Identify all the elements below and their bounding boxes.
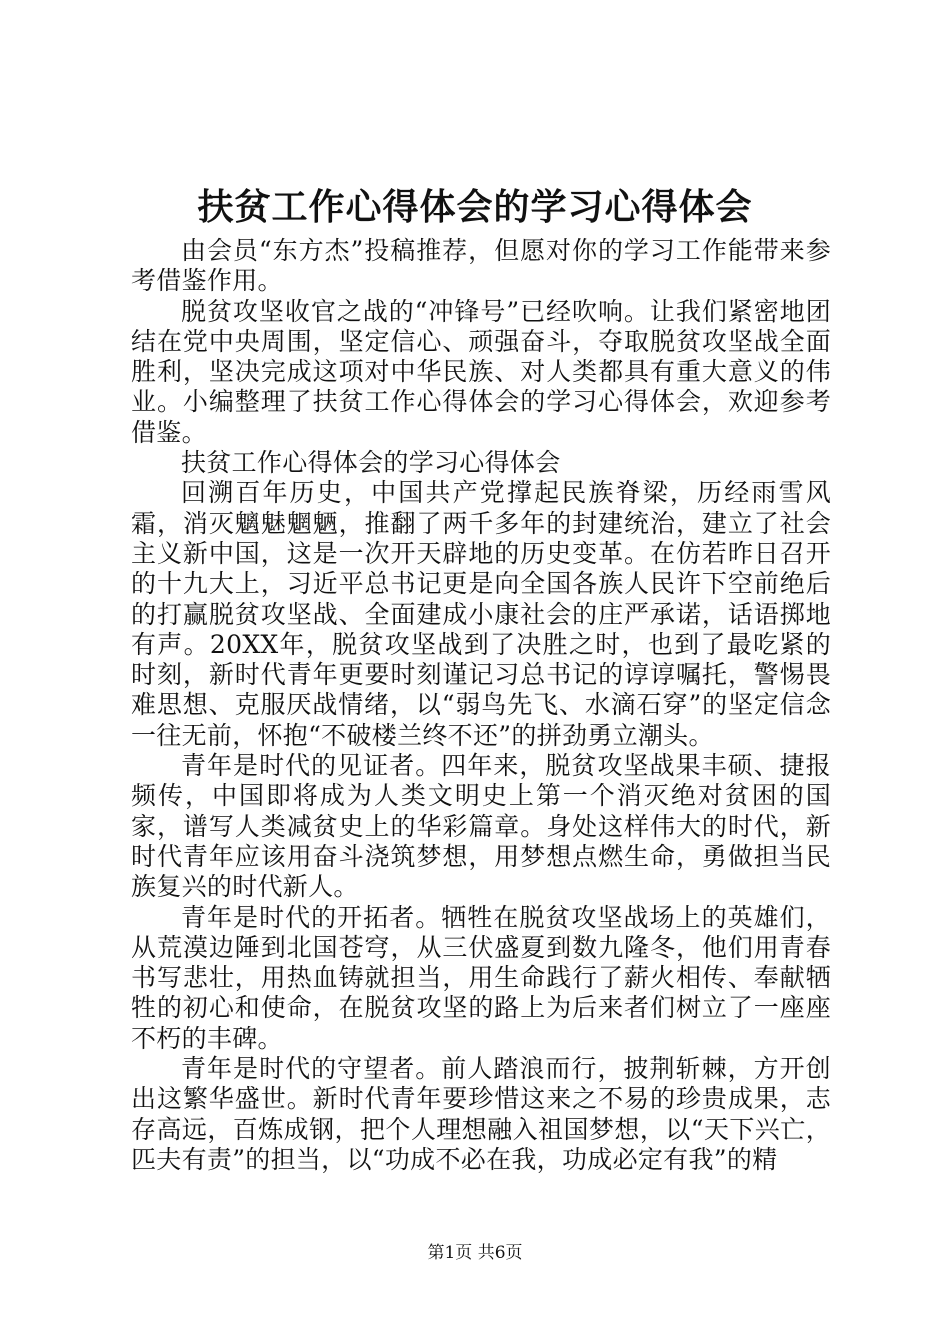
paragraph-witness: 青年是时代的见证者。四年来，脱贫攻坚战果丰硕、捷报频传，中国即将成为人类文明史上第一个消灭绝对贫困的国家，谱写人类减贫史上的华彩篇章。身处这样伟大的时代，新时代青年应该用奋斗浇筑梦想，用梦想点燃生命，勇做担当民族复兴的时代新人。 [131, 751, 831, 902]
document-body [131, 236, 831, 1175]
page-footer: 第1页 共6页 [427, 1243, 523, 1263]
paragraph-summary: 脱贫攻坚收官之战的“冲锋号”已经吹响。让我们紧密地团结在党中央周围，坚定信心、顽强奋斗，夺取脱贫攻坚战全面胜利，坚决完成这项对中华民族、对人类都具有重大意义的伟业。小编整理了扶贫工作心得体会的学习心得体会，欢迎参考借鉴。 [131, 296, 831, 447]
paragraph-intro: 由会员“东方杰”投稿推荐，但愿对你的学习工作能带来参考借鉴作用。 [131, 236, 831, 296]
paragraph-history: 回溯百年历史，中国共产党撑起民族脊梁，历经雨雪风霜，消灭魑魅魍魉，推翻了两千多年的封建统治，建立了社会主义新中国，这是一次开天辟地的历史变革。在仿若昨日召开的十九大上，习近平总书记更是向全国各族人民许下空前绝后的打赢脱贫攻坚战、全面建成小康社会的庄严承诺，话语掷地有声。20XX年，脱贫攻坚战到了决胜之时，也到了最吃紧的时刻，新时代青年更要时刻谨记习总书记的谆谆嘱托，警惕畏难思想、克服厌战情绪，以“弱鸟先飞、水滴石穿”的坚定信念一往无前，怀抱“不破楼兰终不还”的拼劲勇立潮头。 [131, 478, 831, 750]
paragraph-subtitle: 扶贫工作心得体会的学习心得体会 [181, 448, 561, 478]
document-title: 扶贫工作心得体会的学习心得体会 [197, 186, 753, 228]
paragraph-pioneer: 青年是时代的开拓者。牺牲在脱贫攻坚战场上的英雄们，从荒漠边陲到北国苍穹，从三伏盛夏到数九隆冬，他们用青春书写悲壮，用热血铸就担当，用生命践行了薪火相传、奉献牺牲的初心和使命，在脱贫攻坚的路上为后来者们树立了一座座不朽的丰碑。 [131, 902, 831, 1053]
paragraph-guardian: 青年是时代的守望者。前人踏浪而行，披荆斩棘，方开创出这繁华盛世。新时代青年要珍惜这来之不易的珍贵成果，志存高远，百炼成钢，把个人理想融入祖国梦想，以“天下兴亡，匹夫有责”的担当，以“功成不必在我，功成必定有我”的精 [131, 1054, 831, 1174]
